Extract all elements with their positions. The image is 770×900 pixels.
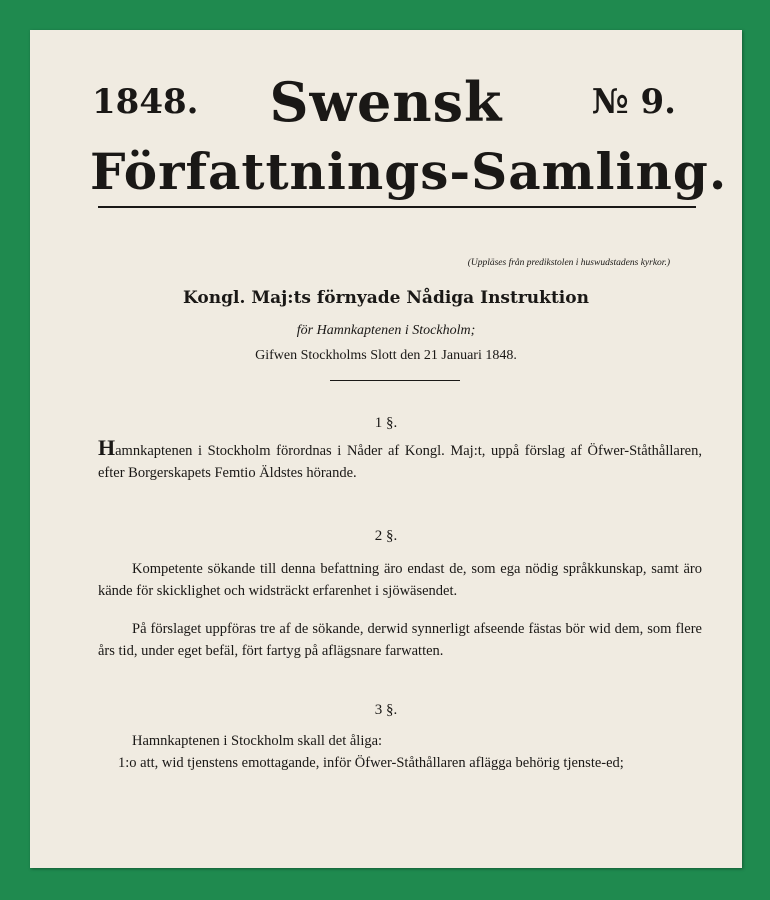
- section-2-label: 2 §.: [374, 528, 398, 544]
- title-rule: [98, 206, 696, 208]
- issue-year: 1848.: [92, 82, 199, 122]
- publication-title-line1: Swensk: [269, 70, 503, 134]
- section-1-dropcap: H: [98, 435, 116, 460]
- section-2-paragraph-2: På förslaget uppföras tre af de sökande, derwid synnerligt afseende fästas bör wid dem, som flere års tid, under eget befäl, fört fartyg på aflägsnare farwatten.: [98, 621, 702, 659]
- section-1-body: amnkaptenen i Stockholm förordnas i Nåder af Kongl. Maj:t, uppå förslag af Öfwer-Ståthållaren, efter Borgerskapets Femtio Äldstes hörande.: [98, 443, 702, 481]
- section-3-label: 3 §.: [374, 702, 398, 718]
- publication-title-line2: Författnings-Samling.: [90, 142, 728, 201]
- section-1-label: 1 §.: [374, 415, 398, 431]
- section-3-paragraph-2: 1:o att, wid tjenstens emottagande, inför Öfwer-Ståthållaren aflägga behörig tjenste-ed;: [118, 755, 624, 771]
- section-2-paragraph-1: Kompetente sökande till denna befattning äro endast de, som ega nödig språkkunskap, samt äro kände för skicklighet och widsträckt erfarenhet i sjöwäsendet.: [98, 561, 702, 599]
- heading-divider: [330, 380, 460, 381]
- dateline: Gifwen Stockholms Slott den 21 Januari 1848.: [255, 348, 517, 363]
- document-heading: Kongl. Maj:ts förnyade Nådiga Instruktion: [183, 288, 589, 308]
- document-page: [30, 30, 742, 868]
- reading-notice: (Uppläses från predikstolen i huswudstadens kyrkor.): [467, 258, 670, 268]
- document-subheading: för Hamnkaptenen i Stockholm;: [296, 323, 476, 338]
- issue-number: № 9.: [591, 82, 676, 122]
- section-3-paragraph-1: Hamnkaptenen i Stockholm skall det åliga:: [132, 733, 383, 749]
- section-1-text: [98, 435, 702, 484]
